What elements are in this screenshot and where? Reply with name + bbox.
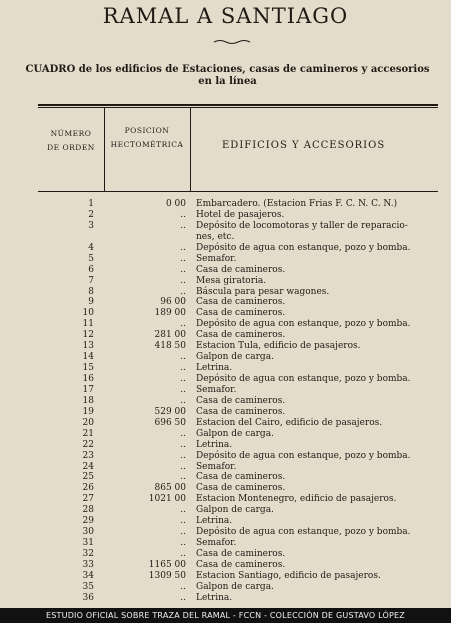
row-position: 696 50 — [154, 417, 186, 428]
table-row — [0, 352, 451, 363]
table-row — [0, 527, 451, 538]
table-row — [0, 549, 451, 560]
table-row — [0, 538, 451, 549]
row-description: Depósito de agua con estanque, pozo y bomba. — [196, 527, 411, 538]
row-description: Letrina. — [196, 516, 233, 527]
row-number: 1 — [88, 199, 94, 209]
row-position: .. — [180, 450, 186, 461]
row-description: Casa de camineros. — [196, 549, 286, 559]
row-number: 7 — [88, 275, 94, 286]
row-number: 3 — [88, 220, 94, 231]
table-row — [0, 505, 451, 516]
row-position: .. — [180, 242, 186, 253]
row-position: 1309 50 — [148, 570, 186, 581]
table-row — [0, 396, 451, 407]
row-description: Galpon de carga. — [196, 428, 274, 439]
row-description: Depósito de agua con estanque, pozo y bomba. — [196, 242, 411, 253]
row-number: 15 — [82, 363, 94, 374]
table-row — [0, 385, 451, 396]
row-description: Depósito de locomotoras y taller de reparacio- — [196, 220, 408, 231]
table-row — [0, 516, 451, 527]
row-number: 24 — [82, 461, 94, 472]
row-number: 34 — [82, 570, 94, 581]
row-description: Depósito de agua con estanque, pozo y bomba. — [196, 374, 411, 384]
header-numero-orden — [38, 127, 104, 155]
row-position: 418 50 — [154, 341, 186, 352]
table-row — [0, 462, 451, 473]
row-number: 25 — [82, 472, 94, 483]
row-number: 11 — [82, 319, 94, 330]
page-title: RAMAL A SANTIAGO — [102, 4, 349, 28]
row-description: Casa de camineros. — [196, 559, 286, 570]
table-row — [0, 330, 451, 341]
row-description: Semafor. — [196, 253, 237, 264]
table-row — [0, 221, 451, 232]
table-row — [0, 297, 451, 308]
row-position: .. — [180, 505, 186, 516]
row-number: 36 — [82, 592, 94, 603]
table-row — [0, 199, 451, 210]
table-row — [0, 451, 451, 462]
row-position: .. — [180, 461, 186, 472]
row-position: .. — [180, 275, 186, 286]
row-number: 6 — [88, 264, 94, 275]
row-description: Semafor. — [196, 461, 237, 472]
footer-caption: ESTUDIO OFICIAL SOBRE TRAZA DEL RAMAL - FCCN - COLECCIÓN DE GUSTAVO LÓPEZ — [0, 608, 451, 623]
row-number: 10 — [82, 308, 94, 319]
row-position: .. — [180, 592, 186, 603]
row-description: Galpon de carga. — [196, 581, 274, 592]
row-description: Letrina. — [196, 439, 233, 450]
row-number: 22 — [82, 439, 94, 450]
row-position: .. — [180, 264, 186, 275]
row-number: 26 — [82, 483, 94, 494]
row-number: 28 — [82, 505, 94, 516]
row-number: 32 — [82, 549, 94, 559]
column-divider — [190, 108, 191, 191]
row-number: 13 — [82, 341, 94, 352]
table-row — [0, 472, 451, 483]
row-number: 30 — [82, 527, 94, 538]
row-description: nes, etc. — [196, 231, 235, 242]
row-number: 4 — [88, 242, 94, 253]
row-description: Semafor. — [196, 538, 237, 549]
row-description: Depósito de agua con estanque, pozo y bomba. — [196, 450, 411, 461]
header-posicion — [104, 124, 190, 152]
table-row — [0, 363, 451, 374]
row-description: Báscula para pesar wagones. — [196, 286, 330, 297]
row-position: 865 00 — [154, 483, 186, 494]
row-number: 20 — [82, 417, 94, 428]
row-description: Estacion Montenegro, edificio de pasajeros. — [196, 494, 397, 505]
row-position: 189 00 — [154, 308, 186, 319]
table-row — [0, 210, 451, 221]
row-number: 35 — [82, 581, 94, 592]
table-row — [0, 341, 451, 352]
row-position: .. — [180, 581, 186, 592]
row-number: 19 — [82, 406, 94, 417]
row-number: 8 — [88, 286, 94, 297]
table-row — [0, 440, 451, 451]
table-row — [0, 560, 451, 571]
row-number: 5 — [88, 253, 94, 264]
table-body — [0, 199, 451, 604]
row-position: .. — [180, 209, 186, 220]
row-number: 27 — [82, 494, 94, 505]
row-number: 16 — [82, 374, 94, 384]
table-row — [0, 429, 451, 440]
row-description: Letrina. — [196, 363, 233, 374]
row-position: .. — [180, 516, 186, 527]
row-number: 2 — [88, 209, 94, 220]
row-number: 9 — [88, 297, 94, 308]
row-number: 31 — [82, 538, 94, 549]
row-position: .. — [180, 472, 186, 483]
header-line: POSICION — [124, 126, 170, 135]
row-description: Casa de camineros. — [196, 264, 286, 275]
row-position: 0 00 — [165, 199, 186, 209]
ornament-flourish — [212, 38, 252, 46]
table-row — [0, 483, 451, 494]
row-number: 21 — [82, 428, 94, 439]
table-row — [0, 276, 451, 287]
row-description: Letrina. — [196, 592, 233, 603]
table-row — [0, 418, 451, 429]
row-position: .. — [180, 549, 186, 559]
row-description: Casa de camineros. — [196, 483, 286, 494]
row-position: .. — [180, 374, 186, 384]
row-description: Casa de camineros. — [196, 472, 286, 483]
row-description: Semafor. — [196, 384, 237, 395]
table-row — [0, 374, 451, 385]
row-description: Casa de camineros. — [196, 297, 286, 308]
table-top-rule-thin — [38, 107, 438, 108]
row-position: .. — [180, 319, 186, 330]
table-row — [0, 582, 451, 593]
table-row — [0, 319, 451, 330]
row-number: 23 — [82, 450, 94, 461]
table-row — [0, 593, 451, 604]
row-position: 529 00 — [154, 406, 186, 417]
row-number: 14 — [82, 352, 94, 363]
row-position: .. — [180, 395, 186, 406]
row-position: .. — [180, 286, 186, 297]
row-description: Casa de camineros. — [196, 395, 286, 406]
row-position: .. — [180, 363, 186, 374]
row-description: Galpon de carga. — [196, 505, 274, 516]
table-row — [0, 254, 451, 265]
table-row — [0, 494, 451, 505]
row-position: .. — [180, 428, 186, 439]
row-description: Estacion Santiago, edificio de pasajeros. — [196, 570, 381, 581]
row-number: 33 — [82, 559, 94, 570]
table-top-rule — [38, 104, 438, 106]
header-line: NÚMERO — [50, 129, 92, 138]
row-position: .. — [180, 538, 186, 549]
row-position: .. — [180, 527, 186, 538]
row-position: 1165 00 — [148, 559, 186, 570]
row-position: .. — [180, 220, 186, 231]
row-number: 17 — [82, 384, 94, 395]
table-row — [0, 232, 451, 243]
row-description: Embarcadero. (Estacion Frias F. C. N. C. N.) — [196, 199, 398, 209]
row-position: 1021 00 — [148, 494, 186, 505]
header-line: DE ORDEN — [47, 143, 95, 152]
row-description: Casa de camineros. — [196, 406, 286, 417]
header-line: HECTOMÉTRICA — [110, 140, 184, 149]
row-number: 29 — [82, 516, 94, 527]
table-row — [0, 571, 451, 582]
row-position: .. — [180, 352, 186, 363]
header-edificios: EDIFICIOS Y ACCESORIOS — [222, 140, 386, 151]
table-row — [0, 308, 451, 319]
row-position: 281 00 — [154, 330, 186, 341]
table-row — [0, 287, 451, 298]
row-description: Hotel de pasajeros. — [196, 209, 285, 220]
row-description: Casa de camineros. — [196, 330, 286, 341]
table-row — [0, 243, 451, 254]
row-description: Mesa giratoria. — [196, 275, 267, 286]
row-description: Casa de camineros. — [196, 308, 286, 319]
table-row — [0, 265, 451, 276]
row-number: 12 — [82, 330, 94, 341]
row-description: Galpon de carga. — [196, 352, 274, 363]
table-row — [0, 407, 451, 418]
row-description: Depósito de agua con estanque, pozo y bomba. — [196, 319, 411, 330]
row-number: 18 — [82, 395, 94, 406]
row-description: Estacion del Cairo, edificio de pasajeros. — [196, 417, 383, 428]
row-position: .. — [180, 384, 186, 395]
row-description: Estacion Tula, edificio de pasajeros. — [196, 341, 361, 352]
row-position: .. — [180, 253, 186, 264]
table-caption: CUADRO de los edificios de Estaciones, casas de camineros y accesorios en la línea — [25, 64, 430, 87]
row-position: 96 00 — [160, 297, 186, 308]
row-position: .. — [180, 439, 186, 450]
header-bottom-rule — [38, 191, 438, 192]
